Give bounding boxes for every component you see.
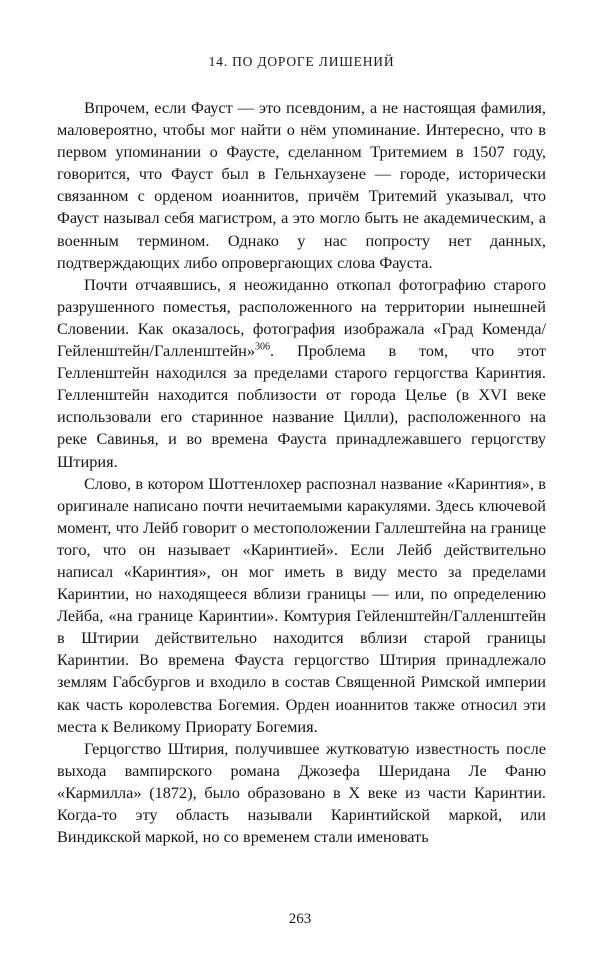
paragraph-text: Почти отчаявшись, я неожиданно откопал фотографию старого разрушенного поместья, расположенного на территории нынешней Словении. Как оказалось, фотография изображала «Град Коменда/Гейленштейн/Галленштейн»	[57, 274, 546, 361]
running-header: 14. ПО ДОРОГЕ ЛИШЕНИЙ	[208, 54, 395, 69]
paragraph-text: Слово, в котором Шоттенлохер распознал название «Каринтия», в оригинале написано почти нечитаемыми каракулями. Здесь ключевой момент, что Лейб говорит о местоположении Галлештейна на границе того, что он называет «Каринтией». Если Лейб действительно написал «Каринтия», он мог иметь в виду место за пределами Каринтии, но находящееся вблизи границы — или, по определению Лейба, «на границе Каринтии». Комтурия Гейленштейн/Галленштейн в Штирии действительно находится вблизи старой границы Каринтии. Во времена Фауста герцогство Штирия принадлежало землям Габсбургов и входило в состав Священной Римской империи как часть королевства Богемия. Орден иоаннитов также относил эти места к Великому Приорату Богемия.	[57, 473, 546, 736]
body-text	[57, 97, 546, 848]
paragraph	[57, 274, 546, 473]
paragraph	[57, 473, 546, 738]
paragraph	[57, 738, 546, 848]
footnote-marker: 306	[255, 341, 271, 353]
page-number: 263	[288, 911, 312, 927]
paragraph-text: Впрочем, если Фауст — это псевдоним, а не настоящая фамилия, маловероятно, чтобы мог найти о нём упоминание. Интересно, что в первом упоминании о Фаусте, сделанном Тритемием в 1507 году, говорится, что Фауст был в Гельнхаузене — городе, исторически связанном с орденом иоаннитов, причём Тритемий указывал, что Фауст называл себя магистром, а это могло быть не академическим, а военным термином. Однако у нас попросту нет данных, подтверждающих либо опровергающих слова Фауста.	[57, 98, 546, 272]
paragraph	[57, 97, 546, 274]
paragraph-text: Герцогство Штирия, получившее жутковатую известность после выхода вампирского романа Джозефа Шеридана Ле Фаню «Кармилла» (1872), было образовано в X веке из части Каринтии. Когда-то эту область называли Каринтийской маркой, или Виндикской маркой, но со временем стали именовать	[57, 738, 546, 847]
paragraph-text: . Проблема в том, что этот Гелленштейн находился за пределами старого герцогства Каринтия. Гелленштейн находится поблизости от города Целье (в XVI веке использовали его старинное название Цилли), расположенного на реке Савинья, и во времена Фауста принадлежавшего герцогству Штирия.	[57, 341, 546, 471]
